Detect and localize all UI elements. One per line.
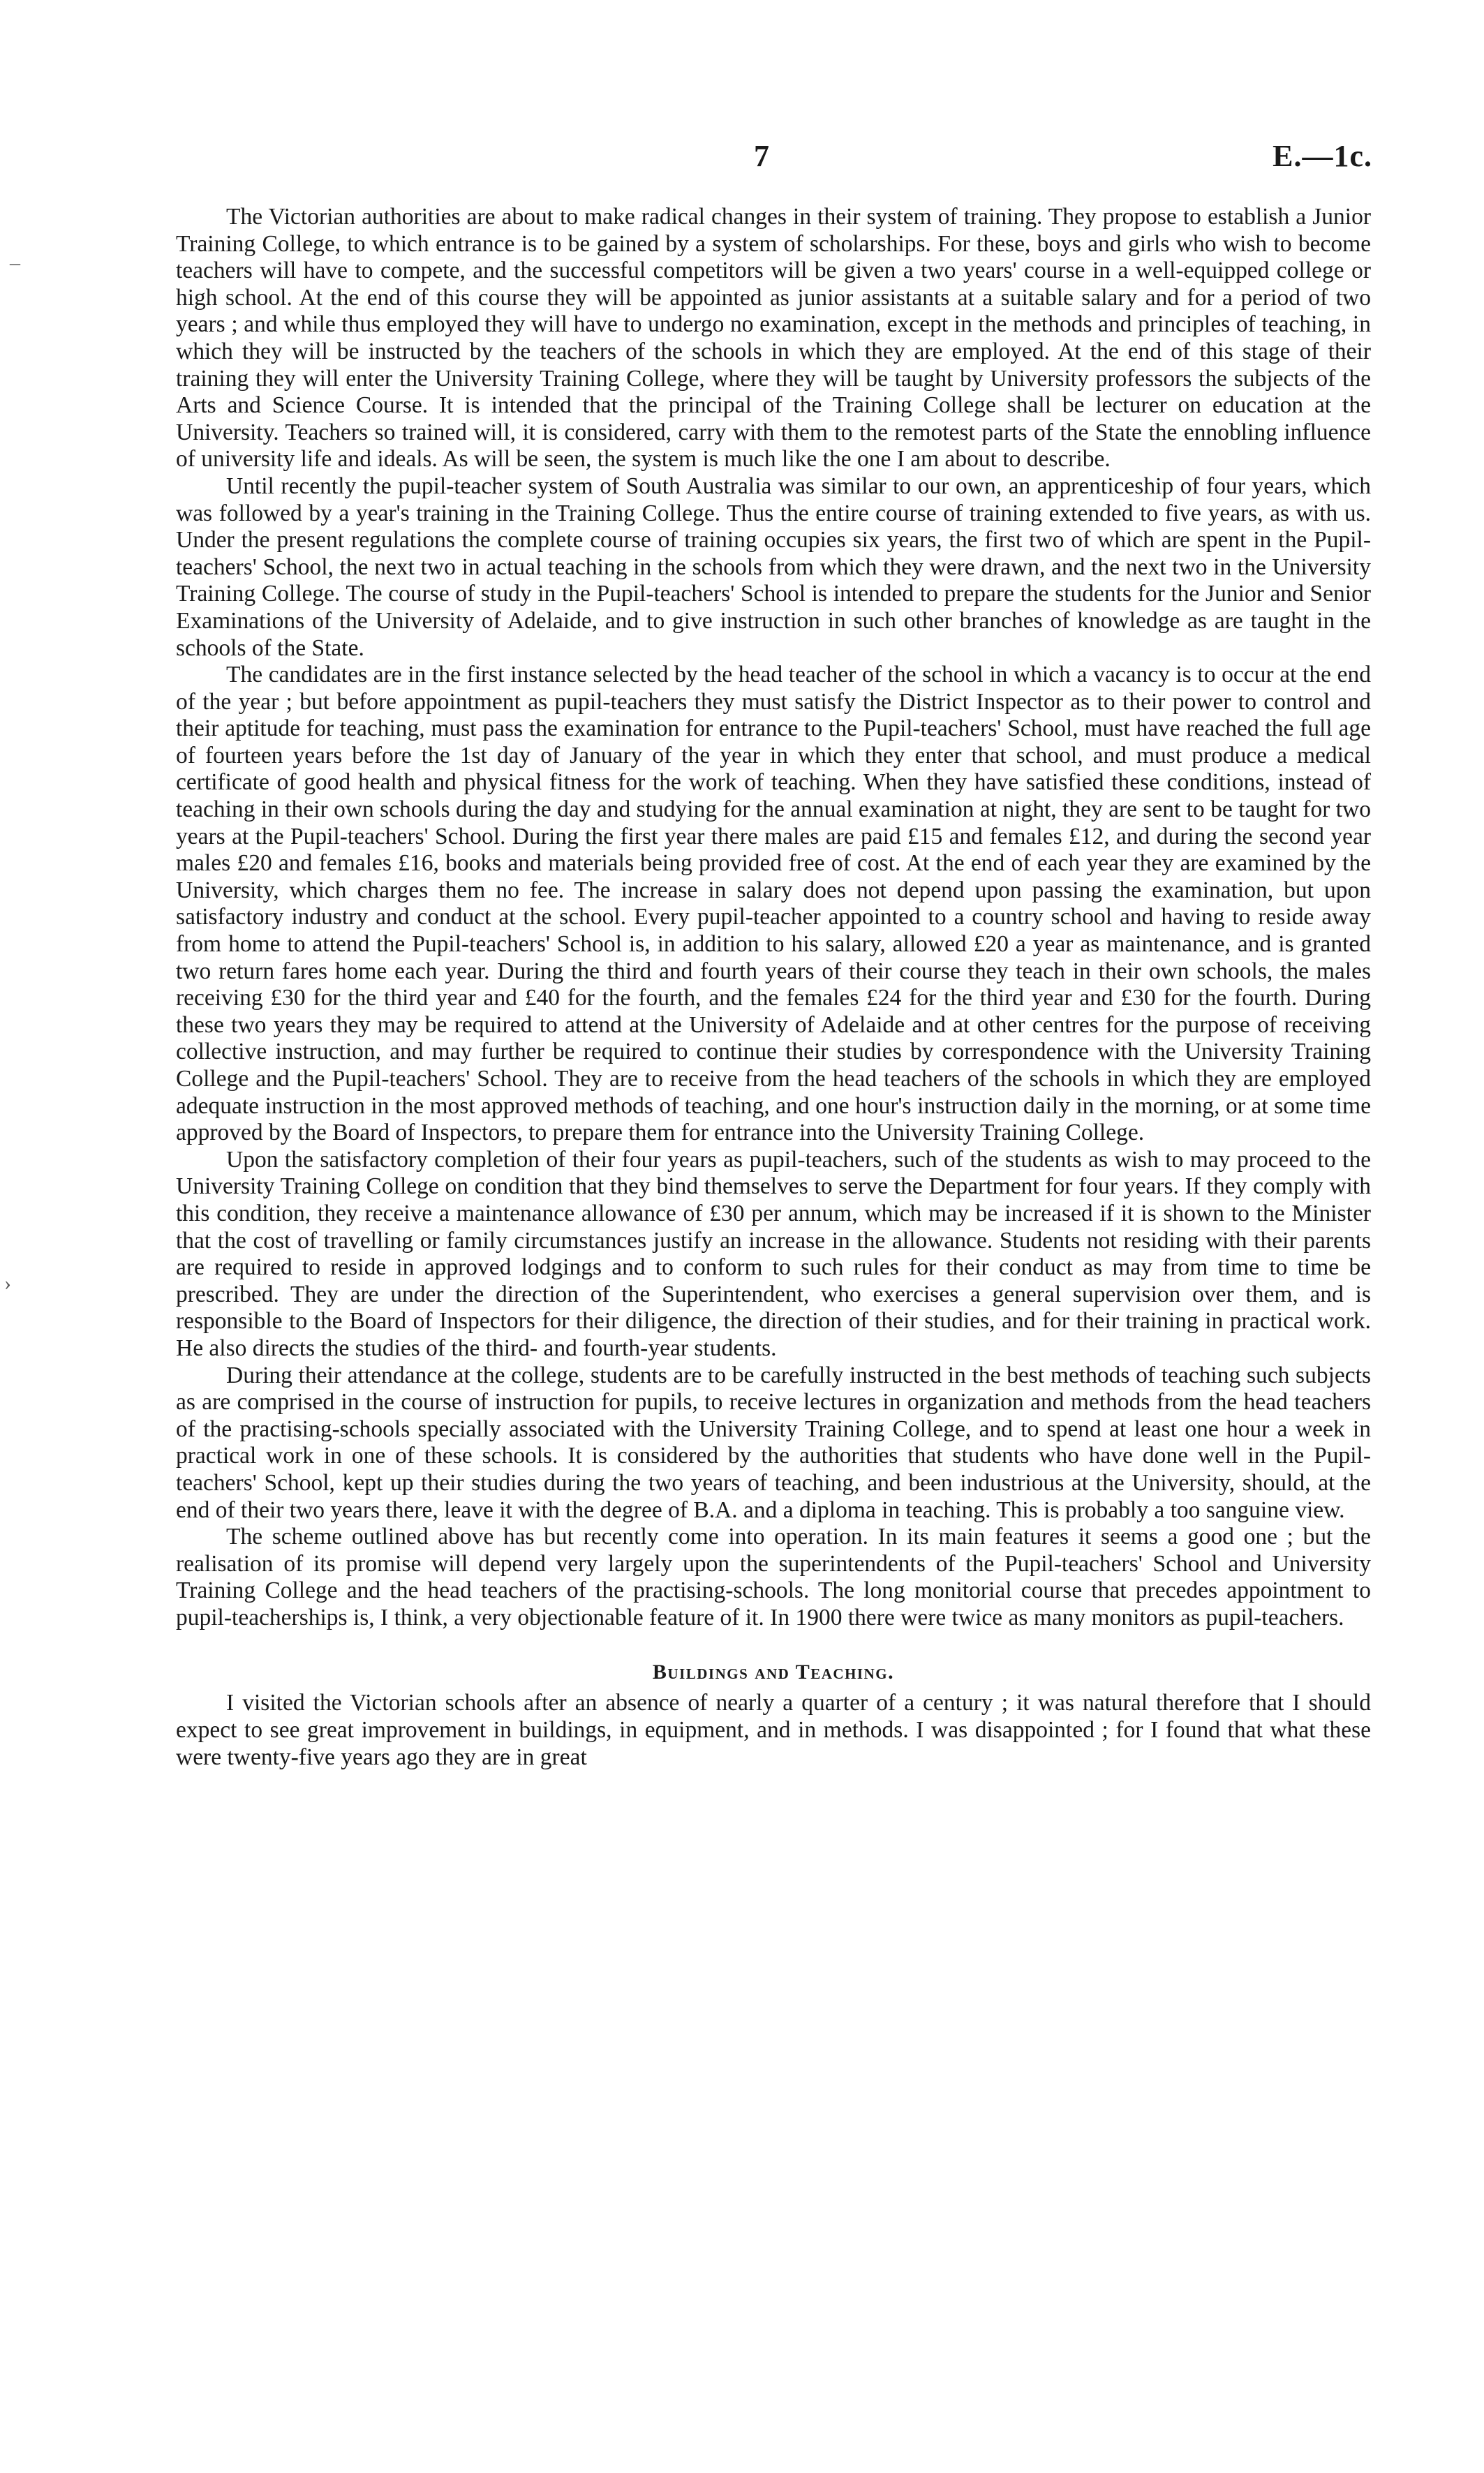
paragraph-candidate-selection: The candidates are in the first instance selected by the head teacher of the school in which a vacancy is to occur at the end of the year ; but before appointment as pupil-teachers they must satisfy the District Inspector as to their power to control and their aptitude for teaching, must pass the examination for entrance to the Pupil-teachers' School, must have reached the full age of fourteen years before the 1st day of January of the year in which they enter that school, and must produce a medical certificate of good health and physical fitness for the work of teaching. When they have satisfied these conditions, instead of teaching in their own schools during the day and studying for the annual examination at night, they are sent to be taught for two years at the Pupil-teachers' School. During the first year there males are paid £15 and females £12, and during the second year males £20 and females £16, books and materials being provided free of cost. At the end of each year they are examined by the University, which charges them no fee. The increase in salary does not depend upon passing the examination, but upon satisfactory industry and conduct at the school. Every pupil-teacher appointed to a country school and having to reside away from home to attend the Pupil-teachers' School is, in addition to his salary, allowed £20 a year as maintenance, and is granted two return fares home each year. During the third and fourth years of their course they teach in their own schools, the males receiving £30 for the third year and £40 for the fourth, and the females £24 for the third year and £30 for the fourth. During these two years they may be required to attend at the University of Adelaide and at other centres for the purpose of receiving collective instruction, and may further be required to continue their studies by correspondence with the University Training College and the Pupil-teachers' School. They are to receive from the head teachers of the schools in which they are employed adequate instruction in the most approved methods of teaching, and one hour's instruction daily in the morning, or at some time approved by the Board of Inspectors, to prepare them for entrance into the University Training College.: [176, 662, 1371, 1146]
paragraph-training-college-entry: Upon the satisfactory completion of their four years as pupil-teachers, such of the students as wish to may proceed to the University Training College on condition that they bind themselves to serve the Department for four years. If they comply with this condition, they receive a maintenance allowance of £30 per annum, which may be increased if it is shown to the Minister that the cost of travelling or family circumstances justify an increase in the allowance. Students not residing with their parents are required to reside in approved lodgings and to conform to such rules for their conduct as may from time to time be prescribed. They are under the direction of the Superintendent, who exercises a general supervision over them, and is responsible to the Board of Inspectors for their diligence, the direction of their studies, and for their training in practical work. He also directs the studies of the third- and fourth-year students.: [176, 1146, 1371, 1361]
document-reference: E.—1c.: [1272, 139, 1372, 173]
paragraph-south-australia-system: Until recently the pupil-teacher system of South Australia was similar to our own, an apprenticeship of four years, which was followed by a year's training in the Training College. Thus the entire course of training extended to five years, as with us. Under the present regulations the complete course of training occupies six years, the first two of which are spent in the Pupil-teachers' School, the next two in actual teaching in the schools from which they were drawn, and the next two in the University Training College. The course of study in the Pupil-teachers' School is intended to prepare the students for the Junior and Senior Examinations of the University of Adelaide, and to give instruction in such other branches of knowledge as are taught in the schools of the State.: [176, 473, 1371, 661]
body-text: [176, 204, 1371, 1771]
margin-mark-top: –: [10, 251, 20, 274]
page-header: [0, 138, 1484, 180]
paragraph-victorian-changes: The Victorian authorities are about to make radical changes in their system of training. They propose to establish a Junior Training College, to which entrance is to be gained by a system of scholarships. For these, boys and girls who wish to become teachers will have to compete, and the successful competitors will be given a two years' course in a well-equipped college or high school. At the end of this course they will be appointed as junior assistants at a suitable salary and for a period of two years ; and while thus employed they will have to undergo no examination, except in the methods and principles of teaching, in which they will be instructed by the teachers of the schools in which they are employed. At the end of this stage of their training they will enter the University Training College, where they will be taught by University professors the subjects of the Arts and Science Course. It is intended that the principal of the Training College shall be lecturer on education at the University. Teachers so trained will, it is considered, carry with them to the remotest parts of the State the ennobling influence of university life and ideals. As will be seen, the system is much like the one I am about to describe.: [176, 204, 1371, 473]
section-heading-buildings-teaching: Buildings and Teaching.: [652, 1661, 895, 1684]
paragraph-college-attendance: During their attendance at the college, students are to be carefully instructed in the best methods of teaching such subjects as are comprised in the course of instruction for pupils, to receive lectures in organization and methods from the head teachers of the practising-schools specially associated with the University Training College, and to spend at least one hour a week in practical work in one of these schools. It is considered by the authorities that students who have done well in the Pupil-teachers' School, kept up their studies during the two years of teaching, and been industrious at the University, should, at the end of their two years there, leave it with the degree of B.A. and a diploma in teaching. This is probably a too sanguine view.: [176, 1362, 1371, 1523]
page-number: 7: [754, 139, 769, 173]
margin-mark-middle: ›: [4, 1272, 11, 1295]
paragraph-scheme-assessment: The scheme outlined above has but recently come into operation. In its main features it seems a good one ; but the realisation of its promise will depend very largely upon the superintendents of the Pupil-teachers' School and University Training College and the head teachers of the practising-schools. The long monitorial course that precedes appointment to pupil-teacherships is, I think, a very objectionable feature of it. In 1900 there were twice as many monitors as pupil-teachers.: [176, 1524, 1371, 1631]
paragraph-buildings-teaching: I visited the Victorian schools after an absence of nearly a quarter of a century ; it was natural therefore that I should expect to see great improvement in buildings, in equipment, and in methods. I was disappointed ; for I found that what these were twenty-five years ago they are in great: [176, 1690, 1371, 1770]
